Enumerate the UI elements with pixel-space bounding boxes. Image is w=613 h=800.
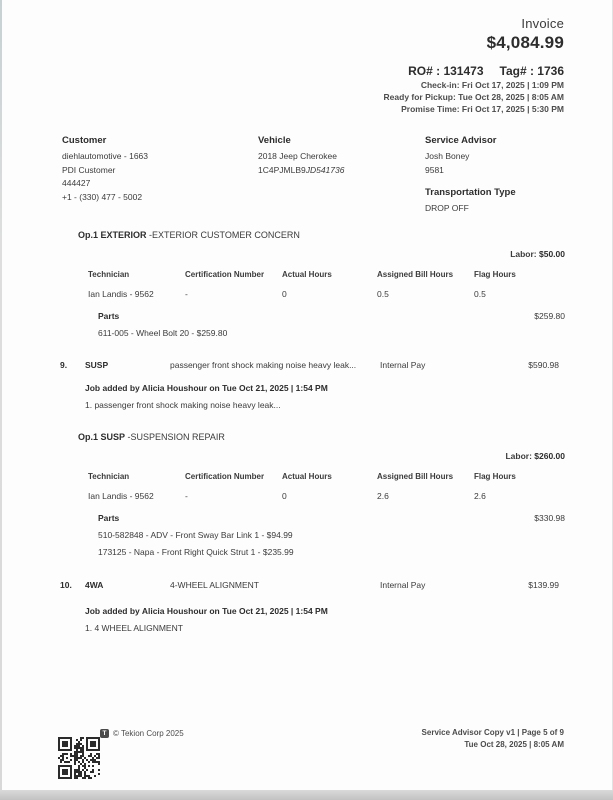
- op-section-susp: [62, 431, 565, 558]
- technician-table: [88, 471, 565, 502]
- parts-total: $259.80: [534, 311, 565, 321]
- col-flag-hours: Flag Hours: [474, 270, 516, 279]
- job-amount: $590.98: [528, 360, 559, 370]
- part-line: 173125 - Napa - Front Right Quick Strut 1 - $235.99: [98, 547, 294, 557]
- invoice-header: [384, 15, 564, 115]
- tag-number: Tag# : 1736: [499, 64, 564, 78]
- labor-amount: $260.00: [534, 451, 565, 461]
- op-title: [62, 431, 565, 443]
- cell-flag-hours: 0.5: [474, 289, 486, 299]
- vehicle-heading: Vehicle: [258, 135, 291, 146]
- col-technician: Technician: [88, 270, 130, 279]
- job-row-10: [60, 580, 559, 634]
- labor-total: [62, 450, 565, 462]
- cell-flag-hours: 2.6: [474, 491, 486, 501]
- table-row: [88, 490, 565, 502]
- vehicle-block: [258, 134, 425, 216]
- vehicle-vin: [258, 164, 425, 178]
- op-code: Op.1 SUSP: [78, 432, 126, 442]
- qr-code: [58, 737, 100, 779]
- cell-actual-hours: 0: [282, 491, 287, 501]
- ro-number: RO# : 131473: [408, 64, 484, 78]
- cell-assigned-bill-hours: 0.5: [377, 289, 389, 299]
- advisor-name: Josh Boney: [425, 151, 470, 161]
- cell-technician: Ian Landis - 9562: [88, 491, 154, 501]
- op-desc: -EXTERIOR CUSTOMER CONCERN: [146, 230, 300, 240]
- job-code: SUSP: [85, 360, 109, 370]
- scan-edge-left: [0, 0, 2, 800]
- col-actual-hours: Actual Hours: [282, 472, 332, 481]
- op-desc: -SUSPENSION REPAIR: [125, 432, 225, 442]
- ro-tag-line: [384, 63, 564, 79]
- table-header-row: [88, 269, 565, 281]
- copy-info: Service Advisor Copy v1 | Page 5 of 9: [421, 728, 564, 737]
- part-line: 611-005 - Wheel Bolt 20 - $259.80: [98, 328, 228, 338]
- job-description: passenger front shock making noise heavy leak...: [170, 360, 357, 370]
- footer-page-info: [422, 727, 564, 751]
- advisor-id: 9581: [425, 164, 444, 175]
- table-header-row: [88, 471, 565, 483]
- op-section-exterior: [62, 229, 565, 339]
- labor-amount: $50.00: [539, 249, 565, 259]
- advisor-heading: Service Advisor: [425, 135, 497, 146]
- col-assigned-bill-hours: Assigned Bill Hours: [377, 270, 454, 279]
- customer-heading: Customer: [62, 135, 107, 146]
- transportation-value: DROP OFF: [425, 203, 469, 213]
- check-in-time: Check-in: Fri Oct 17, 2025 | 1:09 PM: [420, 80, 564, 90]
- customer-phone: +1 - (330) 477 - 5002: [62, 191, 143, 202]
- parties-section: [62, 134, 567, 216]
- cell-actual-hours: 0: [282, 289, 287, 299]
- col-assigned-bill-hours: Assigned Bill Hours: [377, 472, 454, 481]
- job-summary-row: [60, 580, 559, 592]
- job-description: 4-WHEEL ALIGNMENT: [170, 580, 259, 590]
- job-amount: $139.99: [528, 580, 559, 590]
- copyright-text: © Tekion Corp 2025: [113, 729, 184, 738]
- transportation-heading: Transportation Type: [425, 187, 516, 198]
- vehicle-model: 2018 Jeep Cherokee: [258, 151, 337, 161]
- parts-summary: [98, 512, 565, 524]
- transportation-block: [425, 186, 567, 216]
- customer-type: PDI Customer: [62, 164, 116, 175]
- cell-technician: Ian Landis - 9562: [88, 289, 154, 299]
- job-code: 4WA: [85, 580, 104, 590]
- customer-block: [62, 134, 258, 216]
- customer-name: diehlautomotive - 1663: [62, 151, 149, 161]
- job-pay-type: Internal Pay: [380, 360, 426, 370]
- col-certification-number: Certification Number: [185, 270, 265, 279]
- invoice-title: Invoice: [521, 16, 564, 31]
- op-title: [62, 229, 565, 241]
- printed-at: Tue Oct 28, 2025 | 8:05 AM: [464, 740, 564, 749]
- parts-summary: [98, 310, 565, 322]
- ready-for-pickup-time: Ready for Pickup: Tue Oct 28, 2025 | 8:05 AM: [383, 92, 564, 102]
- cell-assigned-bill-hours: 2.6: [377, 491, 389, 501]
- parts-total: $330.98: [534, 513, 565, 523]
- parts-label: Parts: [98, 311, 120, 321]
- col-technician: Technician: [88, 472, 130, 481]
- cell-certification-number: -: [185, 491, 188, 501]
- job-summary-row: [60, 360, 559, 372]
- vin-prefix: 1C4PJMLB9: [258, 164, 306, 175]
- col-flag-hours: Flag Hours: [474, 472, 516, 481]
- job-number: 10.: [60, 580, 72, 590]
- promise-time: Promise Time: Fri Oct 17, 2025 | 5:30 PM: [401, 104, 564, 114]
- col-actual-hours: Actual Hours: [282, 270, 332, 279]
- technician-table: [88, 269, 565, 300]
- job-added-by: Job added by Alicia Houshour on Tue Oct 21, 2025 | 1:54 PM: [85, 382, 328, 393]
- tekion-logo-icon: T: [100, 729, 109, 738]
- parts-label: Parts: [98, 513, 120, 523]
- job-concern: 1. 4 WHEEL ALIGNMENT: [85, 622, 183, 633]
- labor-label: Labor:: [510, 249, 539, 259]
- job-number: 9.: [60, 360, 68, 370]
- col-certification-number: Certification Number: [185, 472, 265, 481]
- footer-copyright: [100, 728, 184, 739]
- job-row-9: [60, 360, 559, 411]
- job-added-by: Job added by Alicia Houshour on Tue Oct 21, 2025 | 1:54 PM: [85, 605, 328, 616]
- job-pay-type: Internal Pay: [380, 580, 426, 590]
- part-line: 510-582848 - ADV - Front Sway Bar Link 1 - $94.99: [98, 530, 293, 540]
- invoice-total: $4,084.99: [486, 33, 564, 52]
- job-concern: 1. passenger front shock making noise heavy leak...: [85, 399, 281, 410]
- op-code: Op.1 EXTERIOR: [78, 230, 147, 240]
- vin-suffix: JD541736: [305, 164, 345, 175]
- labor-label: Labor:: [505, 451, 535, 461]
- cell-certification-number: -: [185, 289, 188, 299]
- scan-edge-bottom: [0, 790, 613, 800]
- table-row: [88, 288, 565, 300]
- advisor-block: [425, 134, 567, 216]
- labor-total: [62, 248, 565, 260]
- customer-number: 444427: [62, 178, 91, 188]
